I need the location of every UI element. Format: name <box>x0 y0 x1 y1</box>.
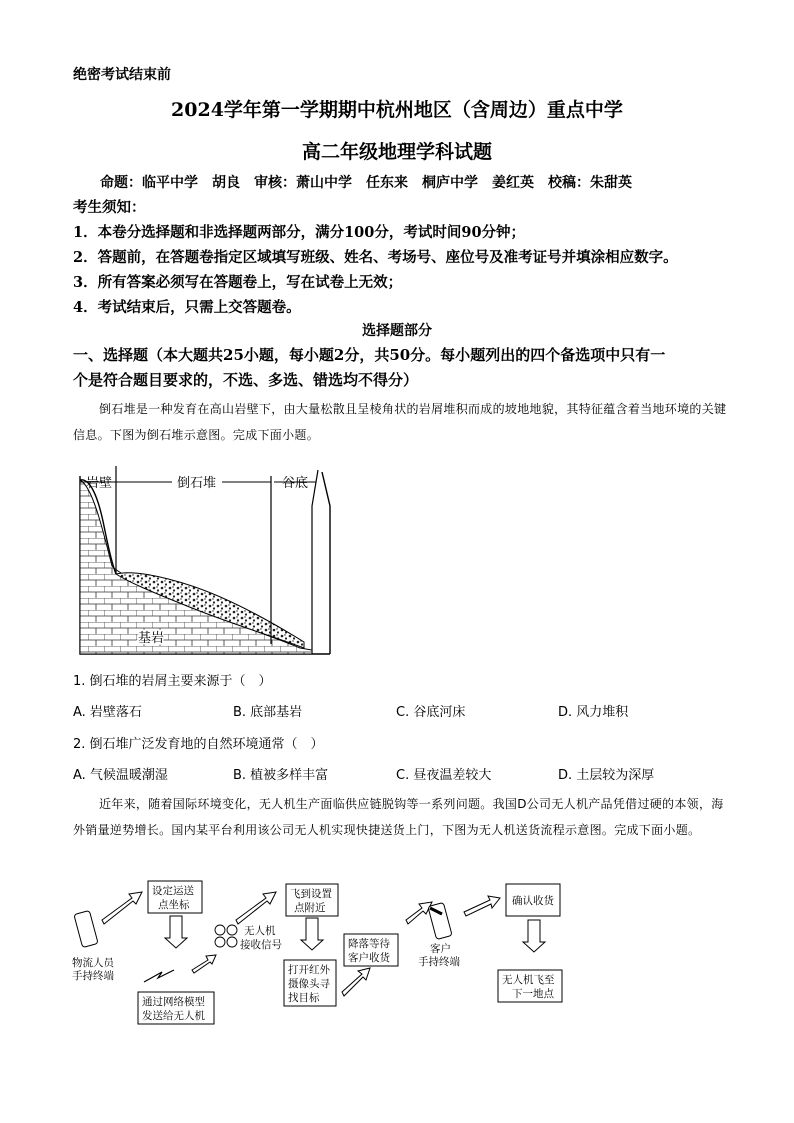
valley-wall <box>322 472 330 654</box>
signal-label-2: 接收信号 <box>240 939 282 951</box>
set-label-2: 点坐标 <box>158 899 190 911</box>
drone-delivery-flowchart <box>70 876 570 1032</box>
passage-1: 倒石堆是一种发育在高山岩壁下，由大量松散且呈棱角状的岩屑堆积而成的坡地地貌，其特征蕴含着当地环境的关键信息。下图为倒石堆示意图。完成下面小题。 <box>73 402 727 442</box>
talus-diagram <box>72 466 334 662</box>
question-2-option-d[interactable]: D. 土层较为深厚 <box>558 768 655 783</box>
arrow-set-to-send <box>165 916 187 948</box>
set-label-1: 设定运送 <box>152 885 194 897</box>
exam-title: 2024学年第一学期期中杭州地区（含周边）重点中学 <box>171 99 623 121</box>
fly-label-1: 飞到设置 <box>290 888 332 900</box>
question-1-option-d[interactable]: D. 风力堆积 <box>558 705 629 720</box>
confirm-label: 确认收货 <box>512 895 554 907</box>
question-1-option-a[interactable]: A. 岩壁落石 <box>73 705 142 720</box>
next-label-1: 无人机飞至 <box>502 974 555 986</box>
label-valley: 谷底 <box>282 476 309 491</box>
confidential-mark: 绝密考试结束前 <box>73 67 171 83</box>
next-label-2: 下一地点 <box>512 988 554 1000</box>
net-label-1: 通过网络模型 <box>142 996 205 1008</box>
arrow-confirm-to-next <box>523 920 545 952</box>
fly-label-2: 点附近 <box>294 902 326 914</box>
net-label-2: 发送给无人机 <box>142 1010 205 1022</box>
question-2-option-b[interactable]: B. 植被多样丰富 <box>233 768 329 783</box>
signal-icon <box>215 925 237 947</box>
courier-label-2: 手持终端 <box>72 970 114 982</box>
lightning-icon <box>144 970 174 982</box>
ir-label-3: 找目标 <box>288 992 320 1004</box>
notice-item-1: 1．本卷分选择题和非选择题两部分，满分100分，考试时间90分钟； <box>73 224 526 241</box>
signal-label-1: 无人机 <box>244 925 276 937</box>
arrow-signal-to-fly <box>236 892 276 924</box>
question-2-option-c[interactable]: C. 昼夜温差较大 <box>396 768 492 783</box>
customer-label-1: 客户 <box>430 943 451 955</box>
phone-icon <box>74 911 98 948</box>
land-label-2: 客户收货 <box>348 952 390 964</box>
question-2-option-a[interactable]: A. 气候温暖潮湿 <box>73 768 168 783</box>
part1-instructions-line2: 个是符合题目要求的，不选、多选、错选均不得分） <box>73 371 419 389</box>
question-1-option-b[interactable]: B. 底部基岩 <box>233 705 303 720</box>
arrow-courier-to-set <box>102 892 142 924</box>
arrow-customer-to-confirm <box>464 896 500 916</box>
question-2-stem: 2. 倒石堆广泛发育地的自然环境通常（ ） <box>73 737 324 752</box>
label-wall: 岩壁 <box>86 476 113 491</box>
notice-item-3: 3．所有答案必须写在答题卷上，写在试卷上无效； <box>73 274 403 291</box>
notice-item-4: 4．考试结束后，只需上交答题卷。 <box>73 299 301 316</box>
courier-label-1: 物流人员 <box>72 957 114 969</box>
section-title: 选择题部分 <box>362 323 432 339</box>
ir-label-2: 摄像头寻 <box>288 978 330 990</box>
ir-label-1: 打开红外 <box>288 964 330 976</box>
exam-subtitle: 高二年级地理学科试题 <box>301 141 492 163</box>
customer-label-2: 手持终端 <box>418 956 460 968</box>
question-1-option-c[interactable]: C. 谷底河床 <box>396 705 466 720</box>
part1-instructions-line1: 一、选择题（本大题共25小题，每小题2分，共50分。每小题列出的四个备选项中只有一 <box>73 346 666 364</box>
label-bedrock: 基岩 <box>138 631 165 646</box>
question-1-stem: 1. 倒石堆的岩屑主要来源于（ ） <box>73 674 272 689</box>
passage-2: 近年来，随着国际环境变化，无人机生产面临供应链脱钩等一系列问题。我国D公司无人机产品凭借过硬的本领，海外销量逆势增长。国内某平台利用该公司无人机实现快捷送货上门，下图为无人机送货流程示意图。完成下面小题。 <box>73 797 724 837</box>
notice-heading: 考生须知： <box>73 199 146 216</box>
arrow-ir-to-land <box>342 968 370 996</box>
notice-item-2: 2．答题前，在答题卷指定区域填写班级、姓名、考场号、座位号及准考证号并填涂相应数字。 <box>73 249 678 266</box>
arrow-fly-to-ir <box>301 918 323 950</box>
label-pile: 倒石堆 <box>177 476 217 491</box>
staff-line: 命题：临平中学 胡良 审核：萧山中学 任东来 桐庐中学 姜红英 校稿：朱甜英 <box>100 175 632 191</box>
land-label-1: 降落等待 <box>348 938 390 950</box>
arrow-land-to-customer <box>406 902 432 924</box>
